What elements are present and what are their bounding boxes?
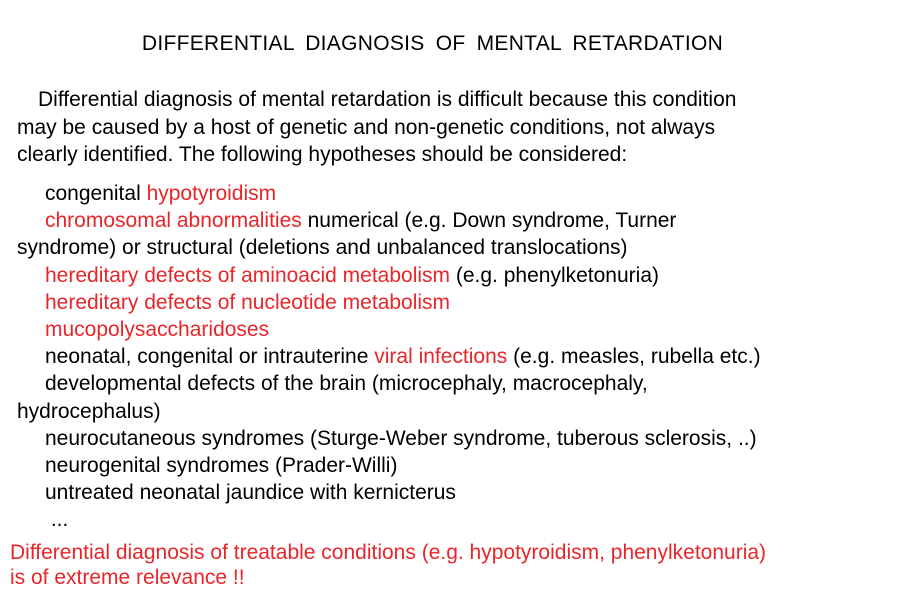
list-item (17, 180, 761, 207)
intro-line: Differential diagnosis of mental retardation is difficult because this condition (38, 88, 737, 111)
list-item-text: ... (45, 508, 69, 532)
list-item (17, 370, 761, 397)
conclusion (10, 540, 766, 590)
conclusion-line: Differential diagnosis of treatable conditions (e.g. hypotyroidism, phenylketonuria) (10, 541, 767, 564)
conclusion-line: is of extreme relevance !! (10, 566, 245, 589)
list-item-text: (e.g. phenylketonuria) (450, 263, 659, 287)
slide-title: DIFFERENTIAL DIAGNOSIS OF MENTAL RETARDATION (141, 32, 724, 55)
list-item-text: numerical (e.g. Down syndrome, Turner (301, 209, 677, 233)
list-item-text: congenital (45, 182, 147, 205)
list-item (17, 316, 761, 343)
list-item-highlight: viral infections (374, 345, 508, 369)
list-item-text: (e.g. measles, rubella etc.) (507, 345, 761, 369)
list-item-highlight: hereditary defects of aminoacid metabolism (45, 263, 451, 287)
intro-paragraph (17, 86, 736, 169)
list-item-text: untreated neonatal jaundice with kernicterus (45, 481, 456, 505)
list-item-text: neurocutaneous syndromes (Sturge-Weber syndrome, tuberous sclerosis, ..) (45, 426, 757, 450)
list-item (17, 479, 761, 506)
list-item-text: developmental defects of the brain (microcephaly, macrocephaly, (45, 372, 648, 396)
list-item-highlight: chromosomal abnormalities (45, 209, 302, 233)
list-item-continuation: hydrocephalus) (17, 399, 161, 423)
hypotheses-list (17, 180, 761, 534)
list-item-text: neurogenital syndromes (Prader-Willi) (45, 454, 398, 478)
list-item (17, 343, 761, 370)
list-item-highlight: hypotyroidism (146, 182, 277, 205)
list-item (17, 425, 761, 452)
list-item-ellipsis (17, 506, 761, 533)
list-item (17, 262, 761, 289)
list-item-highlight: hereditary defects of nucleotide metabolism (45, 290, 451, 314)
list-item-continuation: syndrome) or structural (deletions and unbalanced translocations) (17, 236, 628, 260)
list-item-text: neonatal, congenital or intrauterine (45, 345, 375, 369)
list-item (17, 289, 761, 316)
list-item-highlight: mucopolysaccharidoses (45, 318, 270, 342)
list-item (17, 452, 761, 479)
intro-line: clearly identified. The following hypotheses should be considered: (17, 143, 628, 166)
intro-line: may be caused by a host of genetic and non-genetic conditions, not always (17, 115, 716, 139)
list-item (17, 207, 761, 234)
